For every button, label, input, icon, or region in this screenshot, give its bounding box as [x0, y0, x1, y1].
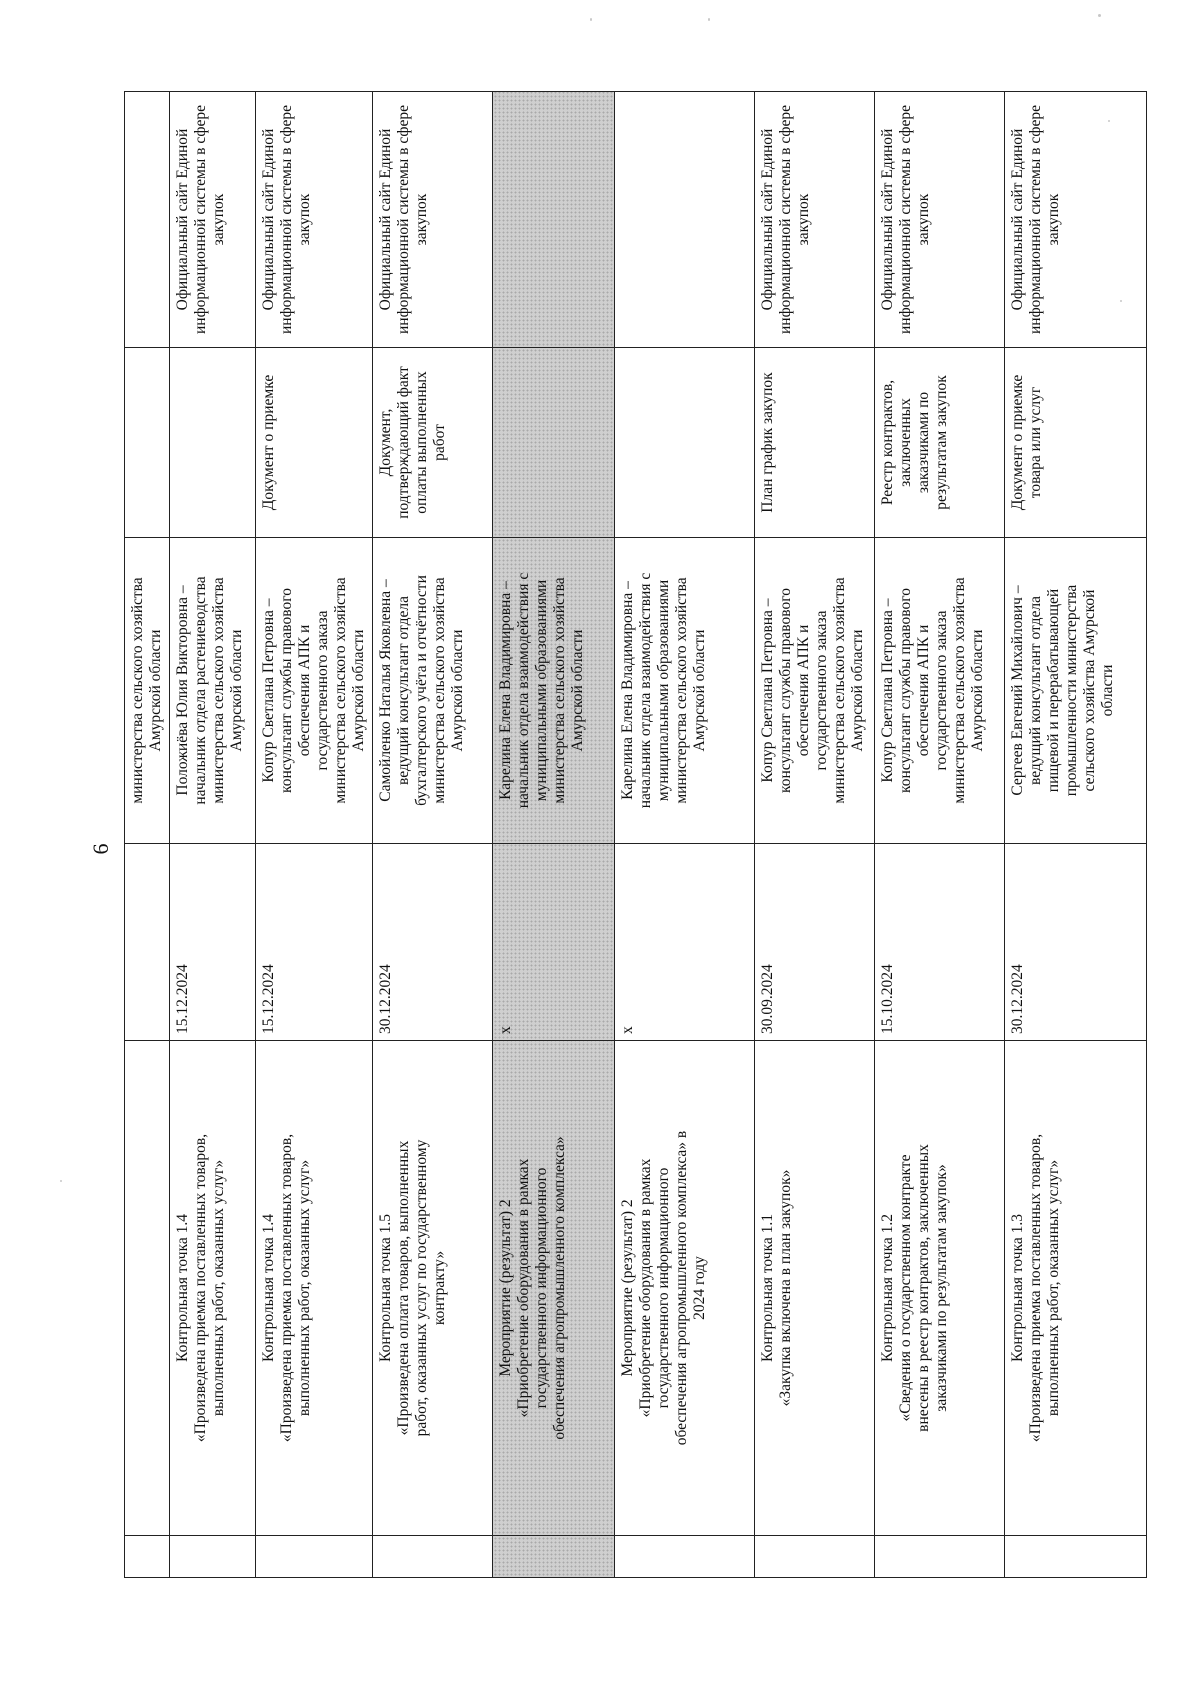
responsible-cell-line: министерства сельского хозяйства — [129, 577, 146, 804]
event-cell-line: выполненных работ, оказанных услуг» — [1045, 1159, 1062, 1417]
event-cell — [493, 1041, 615, 1536]
event-cell-line: «Приобретение оборудования в рамках — [515, 1158, 532, 1418]
responsible-cell-line: Копур Светлана Петровна – — [879, 598, 896, 783]
system-cell-line: Официальный сайт Единой — [377, 128, 394, 311]
responsible-cell-line: начальник отдела растениеводства — [192, 576, 209, 805]
system-cell-line: информационной системы в сфере — [897, 105, 914, 334]
event-cell-line: государственного информационного — [533, 1167, 550, 1409]
responsible-cell-line: министерства сельского хозяйства — [431, 577, 448, 804]
system-cell-line: закупок — [210, 193, 227, 246]
system-cell-line: закупок — [296, 193, 313, 246]
system-cell-line: информационной системы в сфере — [777, 105, 794, 334]
date-cell: х — [493, 844, 615, 1041]
responsible-cell-line: государственного заказа — [813, 610, 830, 771]
document-cell-line: подтверждающий факт — [395, 366, 412, 519]
date-cell: 15.12.2024 — [170, 844, 256, 1041]
number-cell — [875, 1536, 1005, 1578]
responsible-cell — [875, 538, 1005, 844]
system-cell — [755, 92, 875, 348]
scan-speck — [60, 1180, 62, 1182]
responsible-cell-line: обеспечения АПК и — [795, 624, 812, 757]
event-cell — [755, 1041, 875, 1536]
event-cell — [1005, 1041, 1147, 1536]
schedule-table — [124, 91, 1147, 1578]
responsible-cell — [373, 538, 493, 844]
document-cell-line: работ — [431, 424, 448, 461]
responsible-cell-line: промышленности министерства — [1063, 584, 1080, 797]
document-cell-line: Документ о приемке — [1009, 374, 1026, 511]
document-cell — [125, 348, 170, 538]
responsible-cell-line: министерства сельского хозяйства — [210, 577, 227, 804]
system-cell — [125, 92, 170, 348]
responsible-cell-line: Сергеев Евгений Михайлович – — [1009, 585, 1026, 796]
responsible-cell-line: Самойленко Наталья Яковлевна – — [377, 579, 394, 802]
responsible-cell-line: Копур Светлана Петровна – — [260, 598, 277, 783]
document-cell — [493, 348, 615, 538]
responsible-cell-line: министерства сельского хозяйства — [951, 577, 968, 804]
event-cell — [170, 1041, 256, 1536]
scan-speck — [1098, 14, 1101, 17]
responsible-cell-line: Амурской области — [849, 629, 866, 752]
document-cell-line: заключенных — [897, 398, 914, 487]
table-row — [373, 92, 493, 1578]
number-cell — [755, 1536, 875, 1578]
table-row — [875, 92, 1005, 1578]
number-cell — [256, 1536, 373, 1578]
event-cell-line: 2024 году — [691, 1256, 708, 1320]
system-cell-line: Официальный сайт Единой — [759, 128, 776, 311]
document-cell-line: товара или услуг — [1027, 386, 1044, 499]
responsible-cell-line: Амурской области — [350, 629, 367, 752]
event-cell — [615, 1041, 755, 1536]
responsible-cell-line: Карелина Елена Владимировна – — [619, 581, 636, 800]
document-cell — [615, 348, 755, 538]
event-cell — [256, 1041, 373, 1536]
event-cell-line: Контрольная точка 1.2 — [879, 1214, 896, 1362]
event-cell-line: работ, оказанных услуг по государственному — [413, 1139, 430, 1437]
responsible-cell-line: ведущий консультант отдела — [395, 596, 412, 785]
system-cell-line: информационной системы в сфере — [192, 105, 209, 334]
table-row — [1005, 92, 1147, 1578]
responsible-cell-line: бухгалтерского учёта и отчётности — [413, 575, 430, 806]
responsible-cell-line: министерства сельского хозяйства — [332, 577, 349, 804]
document-cell-line: Документ, — [377, 408, 394, 477]
responsible-cell-line: муниципальными образованиями — [655, 579, 672, 802]
responsible-cell-line: консультант службы правового — [278, 588, 295, 793]
document-cell — [170, 348, 256, 538]
event-cell-line: «Произведена приемка поставленных товаров, — [192, 1133, 209, 1443]
table-row — [125, 92, 170, 1578]
responsible-cell — [256, 538, 373, 844]
number-cell — [373, 1536, 493, 1578]
event-cell-line: контракту» — [431, 1250, 448, 1326]
event-cell-line: «Закупка включена в план закупок» — [777, 1169, 794, 1407]
system-cell-line: информационной системы в сфере — [395, 105, 412, 334]
system-cell-line: Официальный сайт Единой — [260, 128, 277, 311]
system-cell — [170, 92, 256, 348]
responsible-cell-line: Амурской области — [691, 629, 708, 752]
document-cell-line: оплаты выполненных — [413, 371, 430, 514]
date-cell: 15.12.2024 — [256, 844, 373, 1041]
event-cell — [125, 1041, 170, 1536]
date-cell: 15.10.2024 — [875, 844, 1005, 1041]
system-cell-line: Официальный сайт Единой — [174, 128, 191, 311]
event-cell-line: «Сведения о государственном контракте — [897, 1154, 914, 1422]
table-row — [755, 92, 875, 1578]
responsible-cell-line: начальник отдела взаимодействия с — [515, 572, 532, 809]
date-cell — [125, 844, 170, 1041]
responsible-cell — [615, 538, 755, 844]
system-cell-line: информационной системы в сфере — [1027, 105, 1044, 334]
document-cell-line: План график закупок — [759, 372, 776, 513]
document-cell-line: заказчиками по — [915, 391, 932, 494]
responsible-cell-line: государственного заказа — [933, 610, 950, 771]
event-cell — [373, 1041, 493, 1536]
responsible-cell — [125, 538, 170, 844]
system-cell — [615, 92, 755, 348]
document-cell-line: результатам закупок — [933, 375, 950, 510]
responsible-cell-line: министерства сельского хозяйства — [831, 577, 848, 804]
document-cell-line: Реестр контрактов, — [879, 379, 896, 506]
responsible-cell-line: министерства сельского хозяйства — [551, 577, 568, 804]
responsible-cell-line: Амурской области — [969, 629, 986, 752]
event-cell-line: обеспечения агропромышленного комплекса» в — [673, 1130, 690, 1446]
date-cell: 30.09.2024 — [755, 844, 875, 1041]
responsible-cell-line: обеспечения АПК и — [915, 624, 932, 757]
number-cell — [1005, 1536, 1147, 1578]
system-cell-line: информационной системы в сфере — [278, 105, 295, 334]
table-row — [256, 92, 373, 1578]
rotated-table-sheet — [124, 92, 1116, 1578]
responsible-cell-line: консультант службы правового — [777, 588, 794, 793]
responsible-cell-line: Амурской области — [569, 629, 586, 752]
responsible-cell-line: государственного заказа — [314, 610, 331, 771]
document-cell — [256, 348, 373, 538]
event-cell-line: Контрольная точка 1.3 — [1009, 1214, 1026, 1362]
system-cell-line: закупок — [1045, 193, 1062, 246]
responsible-cell-line: Положиёва Юлия Викторовна – — [174, 585, 191, 796]
document-cell — [755, 348, 875, 538]
number-cell — [170, 1536, 256, 1578]
responsible-cell-line: Амурской области — [228, 629, 245, 752]
event-cell-line: государственного информационного — [655, 1167, 672, 1409]
responsible-cell-line: Амурской области — [147, 629, 164, 752]
responsible-cell-line: ведущий консультант отдела — [1027, 596, 1044, 785]
responsible-cell-line: муниципальными образованиями — [533, 579, 550, 802]
system-cell-line: закупок — [795, 193, 812, 246]
number-cell — [615, 1536, 755, 1578]
table-row — [170, 92, 256, 1578]
document-cell — [875, 348, 1005, 538]
responsible-cell-line: обеспечения АПК и — [296, 624, 313, 757]
responsible-cell-line: сельского хозяйства Амурской — [1081, 589, 1098, 792]
table-row — [615, 92, 755, 1578]
event-cell-line: обеспечения агропромышленного комплекса» — [551, 1136, 568, 1440]
event-cell-line: «Произведена приемка поставленных товаров, — [1027, 1133, 1044, 1443]
event-cell-line: Контрольная точка 1.4 — [174, 1214, 191, 1362]
responsible-cell-line: министерства сельского хозяйства — [673, 577, 690, 804]
event-cell-line: Мероприятие (результат) 2 — [619, 1199, 636, 1377]
date-cell: 30.12.2024 — [373, 844, 493, 1041]
event-cell-line: Мероприятие (результат) 2 — [497, 1199, 514, 1377]
system-cell-line: Официальный сайт Единой — [879, 128, 896, 311]
system-cell — [493, 92, 615, 348]
system-cell — [256, 92, 373, 348]
system-cell — [1005, 92, 1147, 348]
number-cell — [125, 1536, 170, 1578]
scan-speck — [708, 18, 710, 21]
responsible-cell-line: Копур Светлана Петровна – — [759, 598, 776, 783]
event-cell-line: заказчиками по результатам закупок» — [933, 1164, 950, 1412]
event-cell-line: Контрольная точка 1.5 — [377, 1214, 394, 1362]
document-cell — [1005, 348, 1147, 538]
responsible-cell-line: Карелина Елена Владимировна – — [497, 581, 514, 800]
system-cell-line: Официальный сайт Единой — [1009, 128, 1026, 311]
event-cell-line: внесены в реестр контрактов, заключенных — [915, 1144, 932, 1432]
responsible-cell-line: консультант службы правового — [897, 588, 914, 793]
system-cell-line: закупок — [413, 193, 430, 246]
responsible-cell-line: начальник отдела взаимодействия с — [637, 572, 654, 809]
event-cell-line: Контрольная точка 1.1 — [759, 1214, 776, 1362]
event-cell-line: «Произведена приемка поставленных товаров, — [278, 1133, 295, 1443]
event-cell-line: Контрольная точка 1.4 — [260, 1214, 277, 1362]
responsible-cell — [170, 538, 256, 844]
responsible-cell — [493, 538, 615, 844]
system-cell-line: закупок — [915, 193, 932, 246]
responsible-cell-line: Амурской области — [449, 629, 466, 752]
event-cell-line: «Произведена оплата товаров, выполненных — [395, 1140, 412, 1436]
document-cell-line: Документ о приемке — [260, 374, 277, 511]
event-cell-line: «Приобретение оборудования в рамках — [637, 1158, 654, 1418]
event-cell — [875, 1041, 1005, 1536]
event-cell-line: выполненных работ, оказанных услуг» — [210, 1159, 227, 1417]
table-row — [493, 92, 615, 1578]
system-cell — [373, 92, 493, 348]
scan-speck — [590, 18, 592, 21]
responsible-cell — [755, 538, 875, 844]
page-number: 6 — [88, 843, 113, 855]
number-cell — [493, 1536, 615, 1578]
system-cell — [875, 92, 1005, 348]
date-cell: х — [615, 844, 755, 1041]
event-cell-line: выполненных работ, оказанных услуг» — [296, 1159, 313, 1417]
date-cell: 30.12.2024 — [1005, 844, 1147, 1041]
document-cell — [373, 348, 493, 538]
responsible-cell-line: пищевой и перерабатывающей — [1045, 588, 1062, 793]
responsible-cell — [1005, 538, 1147, 844]
responsible-cell-line: области — [1099, 664, 1116, 717]
